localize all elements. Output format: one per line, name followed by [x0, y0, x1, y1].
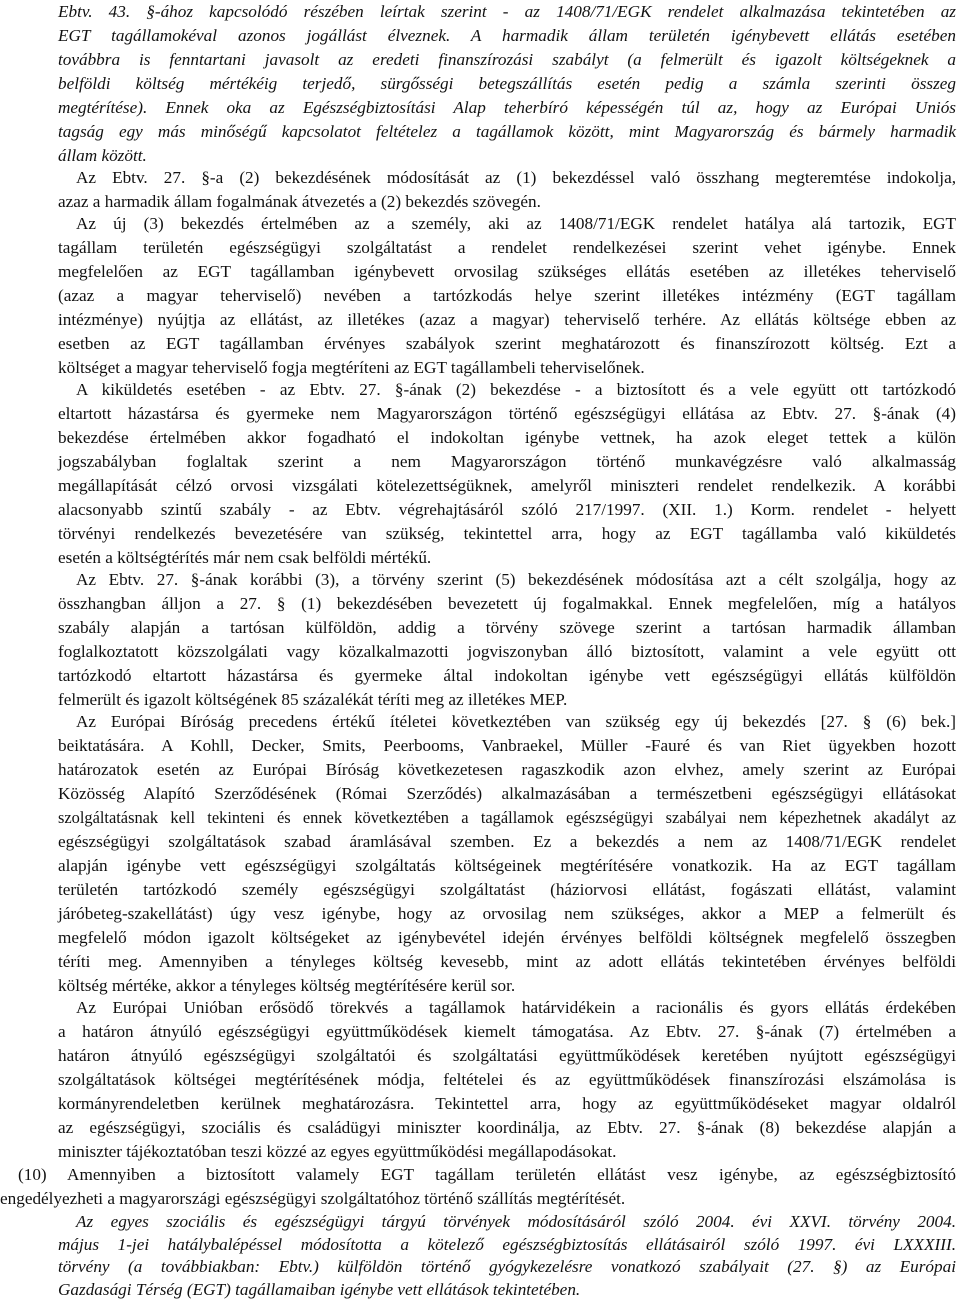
- text-line: jogszabályban foglaltak szerint a nem Magyarországon történő munkavégzésre való alkalmasság: [58, 452, 956, 471]
- text-line: állam között.: [58, 146, 147, 165]
- text-line: (10) Amennyiben a biztosított valamely EGT tagállam területén ellátást vesz igénybe, az egészségbiztosító: [18, 1165, 956, 1184]
- text-line: intézménye) nyújtja az ellátást, az illetékes (azaz a magyar) teherviselő terhére. Az ellátás költsége ebben az: [58, 310, 956, 329]
- text-line: törvényi rendelkezés bevezetésére van szükség, tekintettel arra, hogy az EGT tagállamba való kiküldetés: [58, 524, 956, 543]
- text-line: összhangban álljon a 27. § (1) bekezdésében bevezetett új fogalmakkal. Ennek megfelelően, míg a hatályos: [58, 594, 956, 613]
- text-line: esetén a költségtérítés már nem csak belföldi mértékű.: [58, 548, 432, 567]
- text-line: egészségügyi szolgáltatások szabad áramlásával szemben. Ez a bekezdés a nem az 1408/71/EGK rendelet: [58, 832, 956, 851]
- text-line: engedélyezheti a magyarországi egészségügyi szolgáltatóhoz történő szállítás megtérítését.: [0, 1189, 626, 1208]
- text-line: foglalkoztatott közszolgálati vagy közalkalmazotti jogviszonyban álló biztosított, valamint a vele együtt ott: [58, 642, 956, 661]
- text-line: területén tartózkodó személy egészségügyi szolgáltatást (háziorvosi ellátást, fogászati ellátást, valamint: [58, 880, 956, 899]
- text-line: miniszter tájékoztatóban teszi közzé az egyes együttműködési megállapodásokat.: [58, 1142, 617, 1161]
- text-line: megfelelő módon igazolt költségeket az igénybevétel idején érvényes belföldi költségnek megfelelő összegben: [58, 928, 956, 947]
- text-line: bekezdése értelmében akkor fogadható el indokoltan igénybe vettnek, ha azok eleget tettek a külön: [58, 428, 956, 447]
- text-line: költséget a magyar teherviselő fogja megtéríteni az EGT tagállambeli teherviselőnek.: [58, 358, 645, 377]
- text-line: alacsonyabb szintű szabály - az Ebtv. végrehajtásáról szóló 217/1997. (XII. 1.) Korm. rendelet - helyett: [58, 500, 956, 519]
- text-line: költség mértéke, akkor a tényleges költség megtérítésére kerül sor.: [58, 976, 516, 995]
- text-line: alapján igénybe vett egészségügyi szolgáltatás költségeinek megtérítésére vonatkozik. Ha az EGT tagállam: [58, 856, 956, 875]
- text-line: Közösség Alapító Szerződésének (Római Szerződés) alkalmazásában a természetbeni egészségügyi ellátásokat: [58, 784, 956, 803]
- text-line: tartózkodó eltartott házastársa és gyermeke által indokoltan igénybe vett egészségügyi ellátás külföldön: [58, 666, 956, 685]
- text-line: továbbra is fenntartani javasolt az eredeti finanszírozási szabályt (a felmerült és igazolt költségeknek a: [58, 50, 956, 69]
- text-line: Az Ebtv. 27. §-a (2) bekezdésének módosítását az (1) bekezdéssel való összhang megteremtése indokolja,: [76, 168, 956, 187]
- text-line: szolgáltatások költségei megtérítésének módja, feltételei és az együttműködések finanszírozási elszámolása is: [58, 1070, 956, 1089]
- text-line: szabály alapján a tartósan külföldön, addig a törvény szövege szerint a tartósan harmadik államban: [58, 618, 956, 637]
- text-line: EGT tagállamokéval azonos jogállást élveznek. A harmadik állam területén igénybevett ellátás esetében: [58, 26, 956, 45]
- text-line: Az Ebtv. 27. §-ának korábbi (3), a törvény szerint (5) bekezdésének módosítása azt a célt szolgálja, hogy az: [76, 570, 956, 589]
- text-line: azaz a harmadik állam fogalmának átvezetés a (2) bekezdés szövegén.: [58, 192, 541, 211]
- text-line: Az Európai Unióban erősödő törekvés a tagállamok határvidékein a racionális és gyors ellátás érdekében: [76, 998, 956, 1017]
- text-line: A kiküldetés esetében - az Ebtv. 27. §-ának (2) bekezdése - a biztosított és a vele együtt ott tartózkodó: [76, 380, 956, 399]
- text-line: az egészségügyi, szociális és családügyi miniszter koordinálja, az Ebtv. 27. §-ának (8) bekezdése alapján a: [58, 1118, 956, 1137]
- text-line: megfelelően az EGT tagállamban igénybevett orvosilag szükséges ellátás esetében az illetékes teherviselő: [58, 262, 956, 281]
- text-line: megállapítását célzó orvosi vizsgálati kötelezettségüknek, amelyről miniszteri rendelet rendelkezik. A korábbi: [58, 476, 956, 495]
- text-line: téríti meg. Amennyiben a tényleges költség kevesebb, mint az adott ellátás tekintetében érvényes belföldi: [58, 952, 956, 971]
- text-line: május 1-jei hatálybalépéssel módosította a kötelező egészségbiztosítás ellátásairól szóló 1997. évi LXXXIII.: [58, 1235, 956, 1254]
- text-line: Ebtv. 43. §-ához kapcsolódó részében leírtak szerint - az 1408/71/EGK rendelet alkalmazása tekintetében az: [58, 2, 956, 21]
- text-line: a határon átnyúló egészségügyi együttműködések kiemelt támogatása. Az Ebtv. 27. §-ának (7) értelmében a: [58, 1022, 956, 1041]
- text-line: törvény (a továbbiakban: Ebtv.) külföldön történő gyógykezelésre vonatkozó szabályait (27. §) az Európai: [58, 1257, 956, 1276]
- text-line: Az egyes szociális és egészségügyi tárgyú törvények módosításáról szóló 2004. évi XXVI. törvény 2004.: [76, 1212, 956, 1231]
- text-line: tagság egy más minőségű kapcsolatot feltételez a tagállamok között, mint Magyarország és bármely harmadik: [58, 122, 956, 141]
- text-line: járóbeteg-szakellátást) úgy vesz igénybe, hogy az orvosilag nem szükséges, akkor a MEP a felmerült és: [58, 904, 956, 923]
- text-line: beiktatására. A Kohll, Decker, Smits, Peerbooms, Vanbraekel, Müller -Fauré és van Riet ügyekben hozott: [58, 736, 956, 755]
- text-line: tagállam területén egészségügyi szolgáltatást a rendelet rendelkezései szerint vehet igénybe. Ennek: [58, 238, 956, 257]
- text-line: szolgáltatásnak kell tekinteni és ennek következtében a tagállamok egészségügyi szabályai nem képezhetnek akadályt az: [58, 808, 956, 827]
- text-line: határozatok esetén az Európai Bíróság következetesen ragaszkodik azon elvhez, amely szerint az Európai: [58, 760, 956, 779]
- text-line: felmerült és igazolt költségének 85 százalékát téríti meg az illetékes MEP.: [58, 690, 568, 709]
- text-line: Gazdasági Térség (EGT) tagállamaiban igénybe vett ellátások tekintetében.: [58, 1280, 581, 1299]
- text-line: megtérítése). Ennek oka az Egészségbiztosítási Alap teherbíró képességén túl az, hogy az Európai Uniós: [58, 98, 956, 117]
- text-line: esetben az EGT tagállamban érvényes szabályok szerint meghatározott és finanszírozott költség. Ezt a: [58, 334, 956, 353]
- text-line: Az új (3) bekezdés értelmében az a személy, aki az 1408/71/EGK rendelet hatálya alá tartozik, EGT: [76, 214, 956, 233]
- text-line: Az Európai Bíróság precedens értékű ítéletei következtében van szükség egy új bekezdés [27. § (6) bek.]: [76, 712, 956, 731]
- text-line: határon átnyúló egészségügyi szolgáltatói és szolgáltatási együttműködések keretében nyújtott egészségügyi: [58, 1046, 956, 1065]
- text-line: eltartott házastársa és gyermeke nem Magyarországon történő egészségügyi ellátása az Ebtv. 27. §-ának (4): [58, 404, 956, 423]
- text-line: (azaz a magyar teherviselő) nevében a tartózkodás helye szerint illetékes intézmény (EGT tagállam: [58, 286, 956, 305]
- text-line: kormányrendeletben kerülnek meghatározásra. Tekintettel arra, hogy az együttműködéseket magyar oldalról: [58, 1094, 956, 1113]
- text-line: belföldi költség mértékéig terjedő, sürgősségi betegszállítás esetén pedig a számla szerinti összeg: [58, 74, 956, 93]
